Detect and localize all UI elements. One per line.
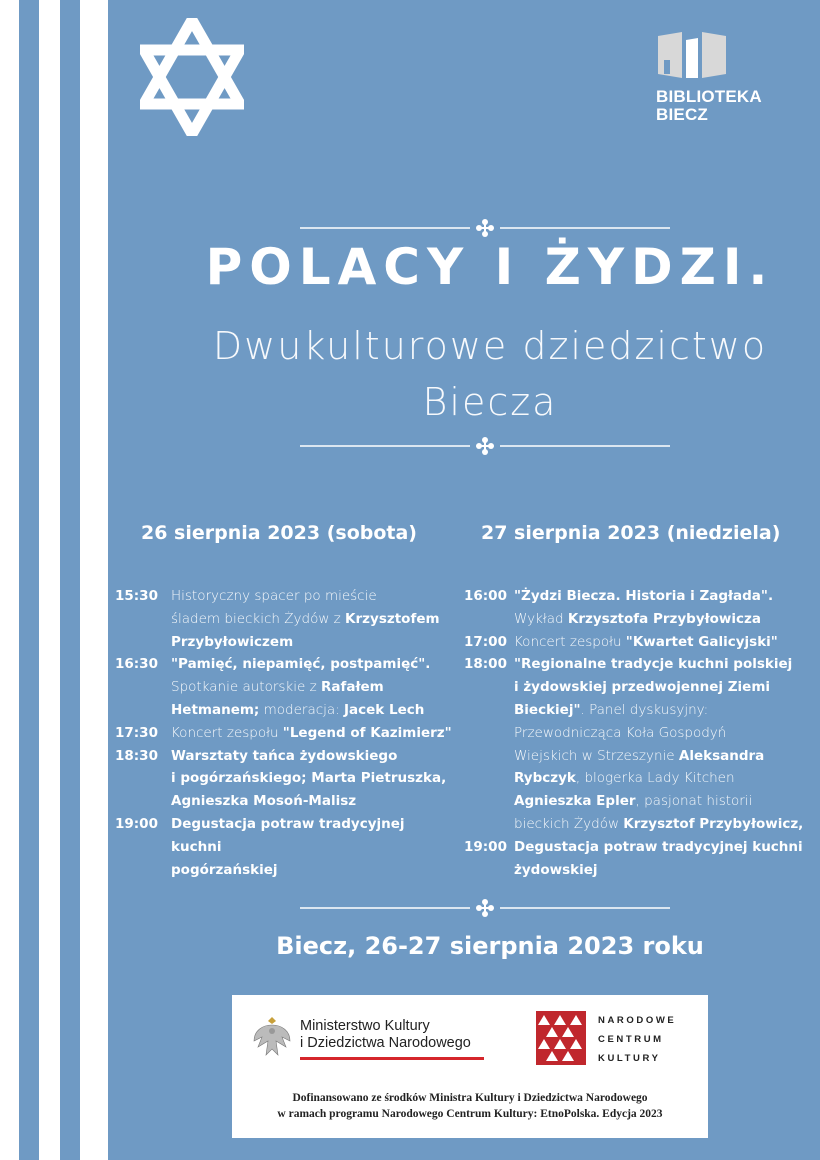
program-name: Krzysztofa Przybyłowicza xyxy=(567,610,761,627)
program-item xyxy=(464,653,814,835)
program-name: "Kwartet Galicyjski" xyxy=(625,633,778,650)
day2-heading: 27 sierpnia 2023 (niedziela) xyxy=(481,522,781,544)
program-line: i żydowskiej przedwojennej Ziemi xyxy=(514,679,771,696)
logo-line-1: BIBLIOTEKA xyxy=(656,87,762,106)
program-line: Spotkanie autorskie z xyxy=(171,679,321,696)
eagle-emblem-icon xyxy=(252,1013,292,1067)
ministry-name xyxy=(300,1018,471,1052)
program-line: pogórzańskiej xyxy=(171,861,278,878)
day1-program xyxy=(115,585,455,881)
program-time: 19:00 xyxy=(464,838,507,855)
program-line: Koncert zespołu xyxy=(171,724,283,741)
program-line: Koncert zespołu xyxy=(514,633,626,650)
event-date-place: Biecz, 26-27 sierpnia 2023 roku xyxy=(276,932,704,960)
program-item xyxy=(115,745,455,813)
program-name: Agnieszka Epler xyxy=(514,793,636,810)
program-line: Agnieszka Mosoń-Malisz xyxy=(171,793,357,810)
ministry-name-line: i Dziedzictwa Narodowego xyxy=(300,1035,471,1051)
subtitle-line-2: Biecza xyxy=(422,380,558,424)
ministry-red-bar xyxy=(300,1057,484,1060)
program-text xyxy=(514,585,814,631)
program-line: , blogerka Lady Kitchen xyxy=(575,770,735,787)
program-text xyxy=(171,745,455,813)
day2-program xyxy=(464,585,814,881)
nck-line: CENTRUM xyxy=(598,1034,664,1045)
top-ornament xyxy=(300,218,670,238)
program-name: Bieckiej" xyxy=(514,701,581,718)
program-name: Rybczyk xyxy=(514,770,576,787)
library-logo-text xyxy=(656,88,762,124)
ornament-cross-icon xyxy=(476,437,494,455)
program-time: 17:00 xyxy=(464,633,507,650)
library-logo xyxy=(656,30,796,130)
logo-line-2: BIECZ xyxy=(656,105,708,124)
left-stripe-3 xyxy=(80,0,108,1160)
program-name: Rafałem xyxy=(320,679,384,696)
nck-line: NARODOWE xyxy=(598,1015,677,1026)
nck-name xyxy=(598,1011,676,1068)
funding-note xyxy=(232,1090,708,1122)
program-name: Krzysztof Przybyłowicz, xyxy=(623,815,804,832)
program-line: Degustacja potraw tradycyjnej kuchni xyxy=(514,838,803,855)
middle-ornament xyxy=(300,436,670,456)
program-line: Warsztaty tańca żydowskiego xyxy=(171,747,398,764)
program-line: , pasjonat historii xyxy=(635,793,753,810)
subtitle-line-1: Dwukulturowe dziedzictwo xyxy=(212,324,768,368)
program-item xyxy=(464,585,814,631)
program-line: . Panel dyskusyjny: xyxy=(580,701,709,718)
nck-logo xyxy=(536,1011,696,1071)
star-of-david-icon xyxy=(140,18,244,136)
program-item xyxy=(115,653,455,721)
program-text xyxy=(171,585,455,653)
program-text xyxy=(514,631,814,654)
program-text xyxy=(171,653,455,721)
day1-heading: 26 sierpnia 2023 (sobota) xyxy=(141,522,417,544)
program-item xyxy=(115,585,455,653)
program-item xyxy=(115,813,455,881)
left-stripe-2 xyxy=(39,0,60,1160)
program-line: żydowskiej xyxy=(514,861,598,878)
bottom-ornament xyxy=(300,898,670,918)
program-item xyxy=(464,836,814,882)
poster-title: POLACY I ŻYDZI. xyxy=(205,238,775,296)
program-line: Wiejskich w Strzeszynie xyxy=(514,747,679,764)
program-time: 16:30 xyxy=(115,656,158,673)
nck-line: KULTURY xyxy=(598,1053,661,1064)
program-line: Historyczny spacer po mieście xyxy=(171,588,377,604)
program-name: Aleksandra xyxy=(678,747,765,764)
program-line: "Żydzi Biecza. Historia i Zagłada". xyxy=(514,588,774,604)
program-text xyxy=(171,722,455,745)
program-name: Jacek Lech xyxy=(344,701,425,718)
program-text xyxy=(514,836,814,882)
program-line: Przewodnicząca Koła Gospodyń xyxy=(514,724,727,741)
program-item xyxy=(115,722,455,745)
left-stripe-1 xyxy=(0,0,19,1160)
book-icon xyxy=(656,30,728,80)
ministry-name-line: Ministerstwo Kultury xyxy=(300,1018,430,1034)
program-time: 19:00 xyxy=(115,815,158,832)
program-line: Degustacja potraw tradycyjnej kuchni xyxy=(171,815,405,855)
ministry-logo xyxy=(252,1013,492,1069)
ornament-cross-icon xyxy=(476,219,494,237)
nck-emblem-icon xyxy=(536,1011,588,1067)
program-item xyxy=(464,631,814,654)
funding-line: w ramach programu Narodowego Centrum Kultury: EtnoPolska. Edycja 2023 xyxy=(277,1108,663,1120)
program-line: Wykład xyxy=(514,610,568,627)
program-line: "Regionalne tradycje kuchni polskiej xyxy=(514,656,793,673)
program-line: śladem bieckich Żydów z xyxy=(171,610,346,627)
program-name: Krzysztofem xyxy=(345,610,440,627)
program-name: Hetmanem; xyxy=(171,701,260,718)
program-line: i pogórzańskiego; Marta Pietruszka, xyxy=(171,770,447,787)
program-text xyxy=(171,813,455,881)
program-name: Przybyłowiczem xyxy=(171,633,294,650)
program-time: 18:00 xyxy=(464,656,507,673)
program-time: 16:00 xyxy=(464,588,507,604)
ornament-cross-icon xyxy=(476,899,494,917)
funding-line: Dofinansowano ze środków Ministra Kultury i Dziedzictwa Narodowego xyxy=(292,1092,648,1104)
program-time: 15:30 xyxy=(115,588,158,604)
program-time: 17:30 xyxy=(115,724,158,741)
program-line: "Pamięć, niepamięć, postpamięć". xyxy=(171,656,431,673)
program-line: bieckich Żydów xyxy=(514,815,624,832)
program-time: 18:30 xyxy=(115,747,158,764)
poster-subtitle xyxy=(160,318,820,430)
program-text xyxy=(514,653,814,835)
program-line: moderacja: xyxy=(259,701,345,718)
sponsor-box xyxy=(232,995,708,1138)
program-name: "Legend of Kazimierz" xyxy=(282,724,452,741)
